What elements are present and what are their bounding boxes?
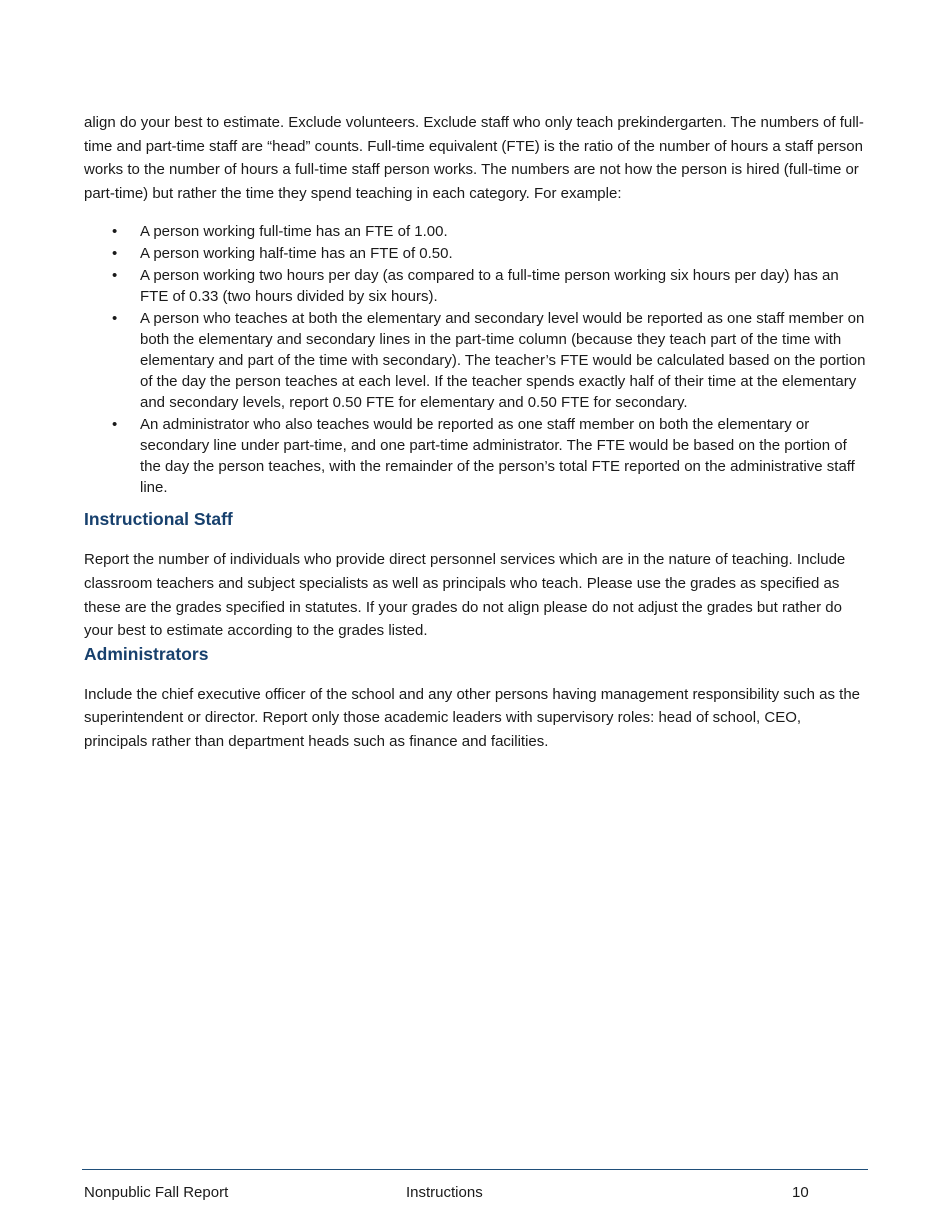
administrators-paragraph: Include the chief executive officer of the school and any other persons having management responsibility such as the superintendent or director. Report only those academic leaders with supervisory roles: head of school, CEO, principals rather than department heads such as finance and facilities.	[84, 685, 861, 750]
intro-paragraph: align do your best to estimate. Exclude volunteers. Exclude staff who only teach prekindergarten. The numbers of full-time and part-time staff are “head” counts. Full-time equivalent (FTE) is the ratio of the number of hours a staff person works to the number of hours a full-time staff person works. The numbers are not how the person is hired (full-time or part-time) but rather the time they spend teaching in each category. For example:	[84, 114, 864, 202]
list-item	[84, 221, 868, 242]
bullet-icon: •	[112, 223, 118, 241]
list-item	[84, 265, 868, 307]
bullet-icon: •	[112, 310, 118, 328]
footer-page-number: 10	[792, 1184, 809, 1201]
bullet-icon: •	[112, 245, 118, 263]
instructional-staff-heading: Instructional Staff	[84, 509, 233, 530]
list-item-text: A person who teaches at both the elementary and secondary level would be reported as one staff member on both the elementary and secondary lines in the part-time column (because they teach part of the time with elementary and part of the time with secondary). The teacher’s FTE would be calculated based on the portion of the day the person teaches at each level. If the teacher spends exactly half of their time at the elementary and secondary levels, report 0.50 FTE for elementary and 0.50 FTE for secondary.	[140, 310, 866, 412]
list-item-text: A person working full-time has an FTE of 1.00.	[140, 223, 448, 241]
bullet-icon: •	[112, 416, 118, 434]
instructional-staff-paragraph: Report the number of individuals who provide direct personnel services which are in the nature of teaching. Include classroom teachers and subject specialists as well as principals who teach. Please use the grades as specified as these are the grades specified in statutes. If your grades do not align please do not adjust the grades but rather do your best to estimate according to the grades listed.	[84, 551, 846, 640]
list-item-text: An administrator who also teaches would be reported as one staff member on both the elementary or secondary line under part-time, and one part-time administrator. The FTE would be based on the portion of the day the person teaches, with the remainder of the person’s total FTE reported on the administrative staff line.	[140, 416, 855, 497]
fte-examples-list	[84, 221, 868, 498]
bullet-icon: •	[112, 267, 118, 285]
document-body	[84, 111, 868, 754]
list-item	[84, 414, 868, 498]
footer-report-title: Nonpublic Fall Report	[84, 1184, 229, 1201]
footer-divider	[82, 1169, 868, 1170]
list-item-text: A person working two hours per day (as compared to a full-time person working six hours per day) has an FTE of 0.33 (two hours divided by six hours).	[140, 267, 839, 306]
list-item	[84, 243, 868, 264]
footer-section-name: Instructions	[406, 1184, 483, 1201]
administrators-heading: Administrators	[84, 643, 209, 664]
list-item	[84, 308, 868, 413]
list-item-text: A person working half-time has an FTE of 0.50.	[140, 245, 453, 263]
